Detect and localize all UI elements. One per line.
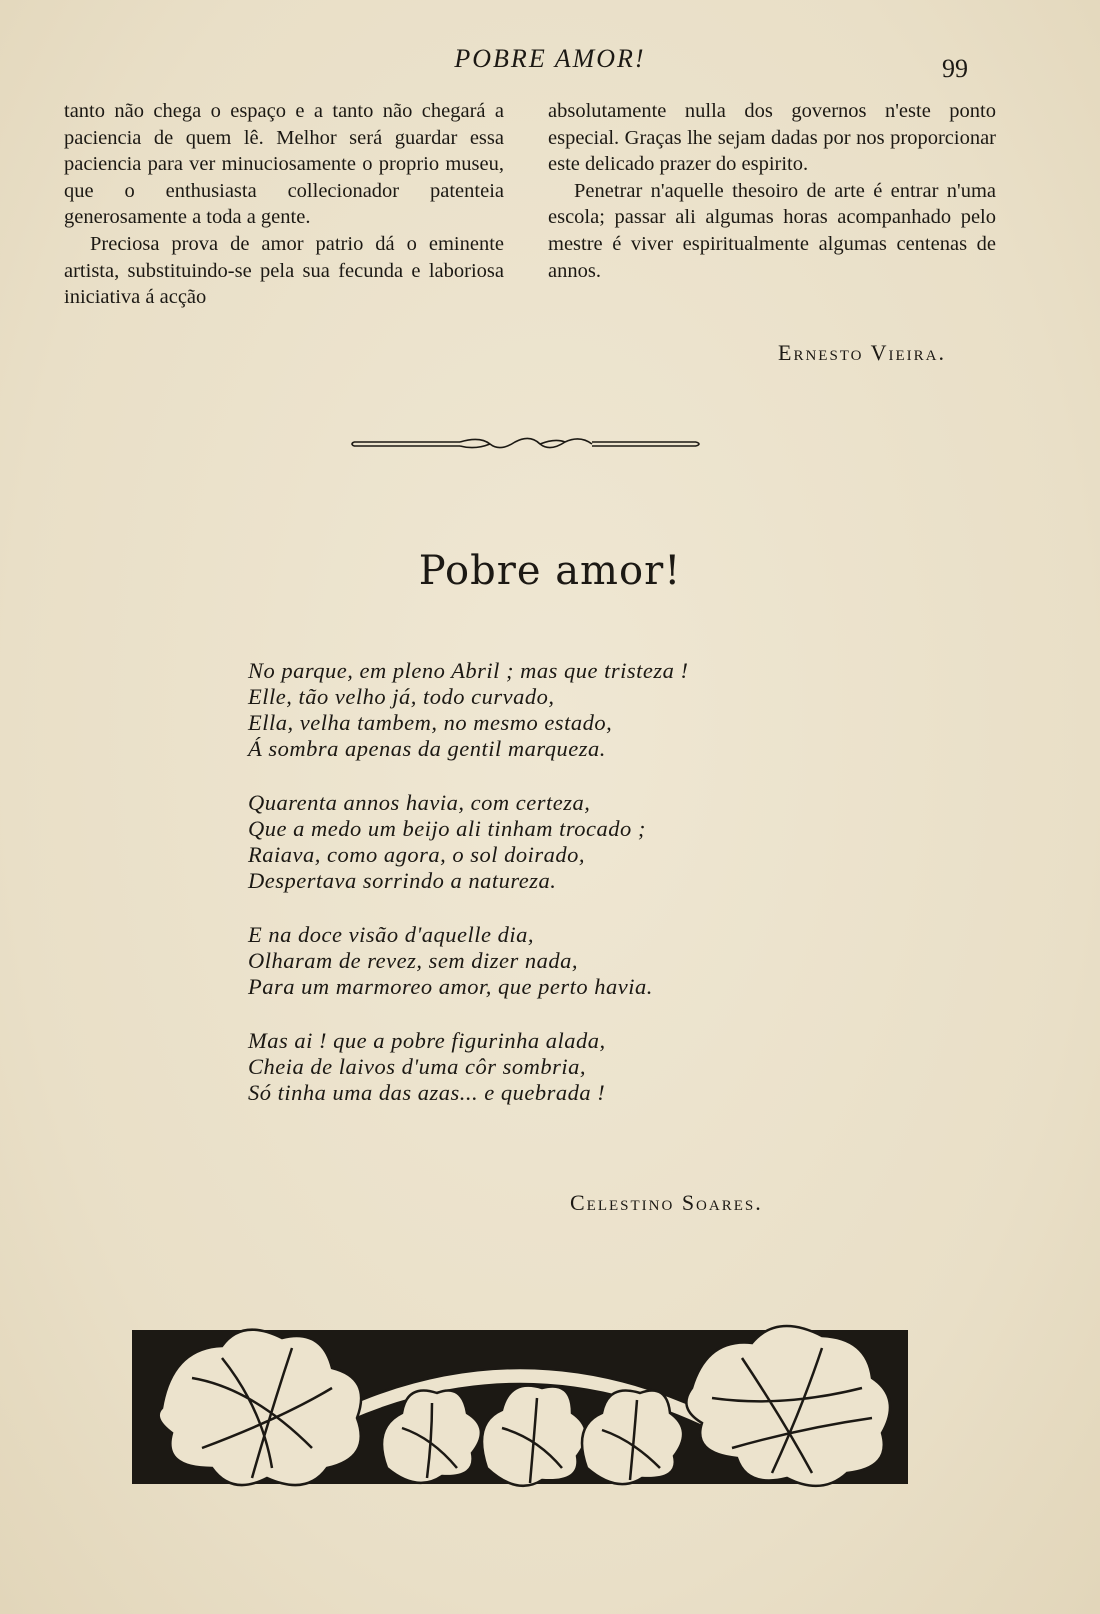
poem-line: Para um marmoreo amor, que perto havia.: [248, 974, 653, 999]
signature-celestino-soares: Celestino Soares.: [570, 1190, 763, 1215]
left-paragraph-2: Preciosa prova de amor patrio dá o eminente artista, substituindo-se pela sua fecunda e laboriosa iniciativa á acção: [64, 232, 504, 309]
poem-line: Quarenta annos havia, com certeza,: [248, 790, 591, 815]
poem-line: Só tinha uma das azas... e quebrada !: [248, 1080, 606, 1105]
poem-line: Mas ai ! que a pobre figurinha alada,: [248, 1028, 606, 1053]
signature-ernesto-vieira: Ernesto Vieira.: [778, 340, 946, 365]
poem-line: E na doce visão d'aquelle dia,: [248, 922, 534, 947]
poem-line: Raiava, como agora, o sol doirado,: [248, 842, 585, 867]
poem-title: Pobre amor!: [418, 548, 682, 594]
stanza-1: [248, 658, 808, 762]
stanza-2: [248, 790, 808, 894]
left-paragraph-1: tanto não chega o espaço e a tanto não chegará a paciencia de quem lê. Melhor será guardar essa paciencia para ver minuciosamente o proprio museu, que o enthusiasta collecionador patenteia generosamente a toda a gente.: [64, 100, 504, 229]
poem-line: Ella, velha tambem, no mesmo estado,: [248, 710, 613, 735]
poem-line: Que a medo um beijo ali tinham trocado ;: [248, 816, 646, 841]
poem-line: Cheia de laivos d'uma côr sombria,: [248, 1054, 587, 1079]
page-number: 99: [942, 54, 968, 83]
right-paragraph-1: absolutamente nulla dos governos n'este ponto especial. Graças lhe sejam dadas por nos proporcionar este delicado prazer do espirito.: [548, 100, 996, 176]
poem: [248, 658, 808, 1134]
left-column: [64, 98, 504, 311]
wavy-rule-ornament-icon: [350, 432, 702, 456]
poem-line: Elle, tão velho já, todo curvado,: [248, 684, 555, 709]
poem-line: Despertava sorrindo a natureza.: [248, 868, 557, 893]
stanza-4: [248, 1028, 808, 1106]
stanza-3: [248, 922, 808, 1000]
poem-line: Olharam de revez, sem dizer nada,: [248, 948, 578, 973]
right-column: [548, 98, 996, 284]
floral-leaf-ornament-icon: [132, 1318, 908, 1500]
poem-line: Á sombra apenas da gentil marqueza.: [248, 736, 606, 761]
running-head: POBRE AMOR!: [454, 44, 646, 73]
right-paragraph-2: Penetrar n'aquelle thesoiro de arte é entrar n'uma escola; passar ali algumas horas acompanhado pelo mestre é viver espiritualmente algumas centenas de annos.: [548, 179, 996, 282]
poem-line: No parque, em pleno Abril ; mas que tristeza !: [248, 658, 689, 683]
